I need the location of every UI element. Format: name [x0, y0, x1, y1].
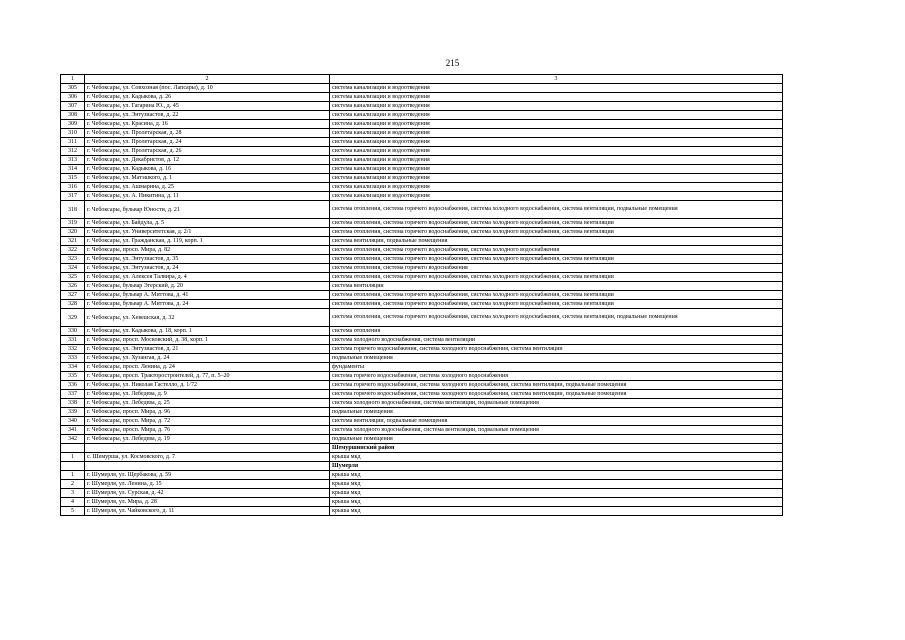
- row-number-cell: 314: [61, 165, 85, 174]
- row-number-cell: 341: [61, 426, 85, 435]
- row-address-cell: г. Чебоксары, ул. Гражданская, д. 119, корп. 1: [85, 237, 330, 246]
- row-number-cell: 308: [61, 111, 85, 120]
- row-systems-cell: система канализации и водоотведения: [330, 156, 783, 165]
- table-row: [61, 102, 783, 111]
- row-systems-cell: система отопления, система горячего водоснабжения, система холодного водоснабжения, система вентиляции: [330, 228, 783, 237]
- row-number-cell: 305: [61, 84, 85, 93]
- table-row: [61, 165, 783, 174]
- row-systems-cell: система отопления, система горячего водоснабжения, система холодного водоснабжения, система вентиляции: [330, 255, 783, 264]
- section-empty-cell: [85, 444, 330, 453]
- row-address-cell: г. Чебоксары, просп. Мира, д. 76: [85, 426, 330, 435]
- row-systems-cell: фундаменты: [330, 363, 783, 372]
- row-address-cell: г. Чебоксары, ул. Энтузиастов, д. 24: [85, 264, 330, 273]
- table-row: [61, 174, 783, 183]
- row-address-cell: г. Чебоксары, ул. Декабристов, д. 12: [85, 156, 330, 165]
- page-number: 215: [445, 58, 460, 68]
- row-number-cell: 335: [61, 372, 85, 381]
- row-systems-cell: система горячего водоснабжения, система холодного водоснабжения, система вентиляции, подвальные помещения: [330, 381, 783, 390]
- row-address-cell: г. Чебоксары, ул. Пролетарская, д. 28: [85, 129, 330, 138]
- row-systems-cell: система канализации и водоотведения: [330, 138, 783, 147]
- table-row: [61, 300, 783, 309]
- row-address-cell: г. Чебоксары, просп. Тракторостроителей, д. 77, п. 5–20: [85, 372, 330, 381]
- row-address-cell: г. Чебоксары, просп. Мира, д. 96: [85, 408, 330, 417]
- table-row: [61, 138, 783, 147]
- row-number-cell: 329: [61, 309, 85, 327]
- row-address-cell: г. Шумерля, ул. Мира, д. 28: [85, 498, 330, 507]
- table-row: [61, 390, 783, 399]
- section-heading-row: [61, 462, 783, 471]
- row-number-cell: 323: [61, 255, 85, 264]
- row-number-cell: 315: [61, 174, 85, 183]
- row-address-cell: г. Чебоксары, бульвар Эгерский, д. 20: [85, 282, 330, 291]
- row-systems-cell: система отопления, система горячего водоснабжения, система холодного водоснабжения, система вентиляции: [330, 273, 783, 282]
- table-row: [61, 498, 783, 507]
- row-systems-cell: система отопления, система горячего водоснабжения, система холодного водоснабжения, система вентиляции, подвальные помещения: [330, 201, 783, 219]
- row-number-cell: 306: [61, 93, 85, 102]
- row-systems-cell: система холодного водоснабжения, система вентиляции, подвальные помещения: [330, 426, 783, 435]
- row-systems-cell: крыша мкд: [330, 471, 783, 480]
- row-number-cell: 342: [61, 435, 85, 444]
- row-systems-cell: система канализации и водоотведения: [330, 102, 783, 111]
- row-number-cell: 1: [61, 471, 85, 480]
- table-row: [61, 336, 783, 345]
- table-row: [61, 489, 783, 498]
- row-systems-cell: подвальные помещения: [330, 435, 783, 444]
- row-address-cell: г. Чебоксары, ул. Лебедева, д. 25: [85, 399, 330, 408]
- table-row: [61, 219, 783, 228]
- table-row: [61, 480, 783, 489]
- table-row: [61, 264, 783, 273]
- table-row: [61, 192, 783, 201]
- row-systems-cell: крыша мкд: [330, 498, 783, 507]
- row-number-cell: 336: [61, 381, 85, 390]
- table-row: [61, 255, 783, 264]
- row-number-cell: 319: [61, 219, 85, 228]
- row-number-cell: 339: [61, 408, 85, 417]
- row-address-cell: г. Чебоксары, ул. Кадыкова, д. 16: [85, 165, 330, 174]
- row-number-cell: 325: [61, 273, 85, 282]
- table-row: [61, 363, 783, 372]
- table-row: [61, 282, 783, 291]
- row-address-cell: г. Чебоксары, ул. Совхозная (пос. Лапсары), д. 10: [85, 84, 330, 93]
- row-address-cell: г. Шумерля, ул. Чайковского, д. 11: [85, 507, 330, 516]
- row-address-cell: г. Чебоксары, ул. Энтузиастов, д. 22: [85, 111, 330, 120]
- row-number-cell: 320: [61, 228, 85, 237]
- row-address-cell: г. Чебоксары, ул. Кадыкова, д. 26: [85, 93, 330, 102]
- table-row: [61, 507, 783, 516]
- row-systems-cell: система канализации и водоотведения: [330, 120, 783, 129]
- table-row: [61, 84, 783, 93]
- buildings-table: [60, 74, 783, 516]
- row-number-cell: 322: [61, 246, 85, 255]
- table-row: [61, 273, 783, 282]
- row-address-cell: г. Чебоксары, ул. Энтузиастов, д. 21: [85, 345, 330, 354]
- table-row: [61, 399, 783, 408]
- row-number-cell: 324: [61, 264, 85, 273]
- row-number-cell: 313: [61, 156, 85, 165]
- row-address-cell: г. Чебоксары, ул. Энтузиастов, д. 35: [85, 255, 330, 264]
- row-address-cell: г. Чебоксары, ул. Николая Гастелло, д. 1/72: [85, 381, 330, 390]
- section-empty-cell: [85, 462, 330, 471]
- row-address-cell: г. Чебоксары, ул. А. Никитина, д. 11: [85, 192, 330, 201]
- row-address-cell: г. Чебоксары, ул. Лебедева, д. 19: [85, 435, 330, 444]
- table-row: [61, 156, 783, 165]
- row-systems-cell: система отопления: [330, 327, 783, 336]
- table-row: [61, 381, 783, 390]
- row-number-cell: 316: [61, 183, 85, 192]
- row-number-cell: 4: [61, 498, 85, 507]
- row-address-cell: с. Шемурша, ул. Космовского, д. 7: [85, 453, 330, 462]
- table-row: [61, 435, 783, 444]
- table-row: [61, 147, 783, 156]
- row-systems-cell: система отопления, система горячего водоснабжения, система холодного водоснабжения, система вентиляции: [330, 300, 783, 309]
- row-systems-cell: система канализации и водоотведения: [330, 93, 783, 102]
- row-address-cell: г. Чебоксары, ул. Университетская, д. 2/1: [85, 228, 330, 237]
- section-title: Шумерля: [330, 462, 783, 471]
- row-address-cell: г. Чебоксары, бульвар А. Миттова, д. 24: [85, 300, 330, 309]
- row-number-cell: 5: [61, 507, 85, 516]
- row-systems-cell: система горячего водоснабжения, система холодного водоснабжения, система вентиляции, подвальные помещения: [330, 390, 783, 399]
- row-number-cell: 331: [61, 336, 85, 345]
- row-address-cell: г. Чебоксары, ул. Байдула, д. 5: [85, 219, 330, 228]
- row-systems-cell: система канализации и водоотведения: [330, 147, 783, 156]
- table-row: [61, 120, 783, 129]
- row-address-cell: г. Чебоксары, ул. Матэшкого, д. 1: [85, 174, 330, 183]
- row-number-cell: 332: [61, 345, 85, 354]
- row-address-cell: г. Чебоксары, ул. Лебедева, д. 9: [85, 390, 330, 399]
- row-number-cell: 2: [61, 480, 85, 489]
- row-systems-cell: крыша мкд: [330, 453, 783, 462]
- table-row: [61, 417, 783, 426]
- table-row: [61, 93, 783, 102]
- row-number-cell: 321: [61, 237, 85, 246]
- row-systems-cell: крыша мкд: [330, 480, 783, 489]
- row-number-cell: 330: [61, 327, 85, 336]
- row-number-cell: 318: [61, 201, 85, 219]
- row-systems-cell: подвальные помещения: [330, 408, 783, 417]
- row-address-cell: г. Чебоксары, просп. Ленина, д. 24: [85, 363, 330, 372]
- row-systems-cell: подвальные помещения: [330, 354, 783, 363]
- row-number-cell: 334: [61, 363, 85, 372]
- table-row: [61, 228, 783, 237]
- row-number-cell: 327: [61, 291, 85, 300]
- table-row: [61, 201, 783, 219]
- row-address-cell: г. Чебоксары, ул. Гагарина Ю., д. 45: [85, 102, 330, 111]
- row-systems-cell: система вентиляции, подвальные помещения: [330, 417, 783, 426]
- row-systems-cell: система канализации и водоотведения: [330, 174, 783, 183]
- table-row: [61, 453, 783, 462]
- row-systems-cell: система канализации и водоотведения: [330, 165, 783, 174]
- row-systems-cell: система канализации и водоотведения: [330, 129, 783, 138]
- row-address-cell: г. Шумерля, ул. Ленина, д. 15: [85, 480, 330, 489]
- row-number-cell: 312: [61, 147, 85, 156]
- row-systems-cell: система отопления, система горячего водоснабжения, система холодного водоснабжения: [330, 246, 783, 255]
- row-address-cell: г. Чебоксары, ул. Хевешская, д. 32: [85, 309, 330, 327]
- table-row: [61, 129, 783, 138]
- row-systems-cell: система холодного водоснабжения, система вентиляции, подвальные помещения: [330, 399, 783, 408]
- row-number-cell: 326: [61, 282, 85, 291]
- table-row: [61, 183, 783, 192]
- row-number-cell: 311: [61, 138, 85, 147]
- row-number-cell: 338: [61, 399, 85, 408]
- table-row: [61, 471, 783, 480]
- row-number-cell: 317: [61, 192, 85, 201]
- row-address-cell: г. Чебоксары, ул. Хузангая, д. 24: [85, 354, 330, 363]
- row-systems-cell: крыша мкд: [330, 507, 783, 516]
- row-number-cell: 328: [61, 300, 85, 309]
- row-number-cell: 1: [61, 453, 85, 462]
- row-systems-cell: система вентиляции, подвальные помещения: [330, 237, 783, 246]
- table-header-row: [61, 75, 783, 84]
- row-number-cell: 340: [61, 417, 85, 426]
- column-header-systems: 3: [330, 75, 783, 84]
- row-address-cell: г. Чебоксары, бульвар Юности, д. 21: [85, 201, 330, 219]
- row-address-cell: г. Чебоксары, ул. Ашмарина, д. 25: [85, 183, 330, 192]
- table-row: [61, 309, 783, 327]
- table-row: [61, 291, 783, 300]
- row-systems-cell: система канализации и водоотведения: [330, 84, 783, 93]
- row-systems-cell: система канализации и водоотведения: [330, 192, 783, 201]
- column-header-address: 2: [85, 75, 330, 84]
- row-systems-cell: система отопления, система горячего водоснабжения, система холодного водоснабжения, система вентиляции, подвальные помещения: [330, 309, 783, 327]
- row-address-cell: г. Чебоксары, ул. Алексея Талвира, д. 4: [85, 273, 330, 282]
- row-address-cell: г. Чебоксары, ул. Пролетарская, д. 24: [85, 138, 330, 147]
- row-address-cell: г. Чебоксары, просп. Московский, д. 38, корп. 1: [85, 336, 330, 345]
- section-heading-row: [61, 444, 783, 453]
- row-number-cell: 307: [61, 102, 85, 111]
- row-systems-cell: система горячего водоснабжения, система холодного водоснабжения, система вентиляции: [330, 345, 783, 354]
- table-row: [61, 354, 783, 363]
- row-systems-cell: система холодного водоснабжения, система вентиляции: [330, 336, 783, 345]
- row-address-cell: г. Чебоксары, ул. Красина, д. 16: [85, 120, 330, 129]
- table-row: [61, 426, 783, 435]
- table-row: [61, 111, 783, 120]
- row-address-cell: г. Чебоксары, бульвар А. Миттова, д. 41: [85, 291, 330, 300]
- table-row: [61, 372, 783, 381]
- table-row: [61, 246, 783, 255]
- row-systems-cell: система вентиляции: [330, 282, 783, 291]
- column-header-number: 1: [61, 75, 85, 84]
- row-systems-cell: система горячего водоснабжения, система холодного водоснабжения: [330, 372, 783, 381]
- section-title: Шемуршинский район: [330, 444, 783, 453]
- table-row: [61, 345, 783, 354]
- row-systems-cell: крыша мкд: [330, 489, 783, 498]
- row-number-cell: 309: [61, 120, 85, 129]
- row-systems-cell: система отопления, система горячего водоснабжения, система холодного водоснабжения, система вентиляции: [330, 291, 783, 300]
- row-systems-cell: система отопления, система горячего водоснабжения, система холодного водоснабжения, система вентиляции: [330, 219, 783, 228]
- row-number-cell: 337: [61, 390, 85, 399]
- row-systems-cell: система канализации и водоотведения: [330, 111, 783, 120]
- section-empty-cell: [61, 444, 85, 453]
- table-row: [61, 408, 783, 417]
- row-number-cell: 310: [61, 129, 85, 138]
- row-address-cell: г. Чебоксары, просп. Мира, д. 82: [85, 246, 330, 255]
- row-address-cell: г. Шумерля, ул. Щербакова, д. 59: [85, 471, 330, 480]
- row-address-cell: г. Шумерля, ул. Сурская, д. 42: [85, 489, 330, 498]
- row-systems-cell: система канализации и водоотведения: [330, 183, 783, 192]
- table-row: [61, 327, 783, 336]
- row-number-cell: 333: [61, 354, 85, 363]
- row-address-cell: г. Чебоксары, просп. Мира, д. 72: [85, 417, 330, 426]
- row-address-cell: г. Чебоксары, ул. Пролетарская, д. 26: [85, 147, 330, 156]
- row-address-cell: г. Чебоксары, ул. Кадыкова, д. 18, корп. 1: [85, 327, 330, 336]
- row-systems-cell: система отопления, система горячего водоснабжения: [330, 264, 783, 273]
- row-number-cell: 3: [61, 489, 85, 498]
- section-empty-cell: [61, 462, 85, 471]
- table-row: [61, 237, 783, 246]
